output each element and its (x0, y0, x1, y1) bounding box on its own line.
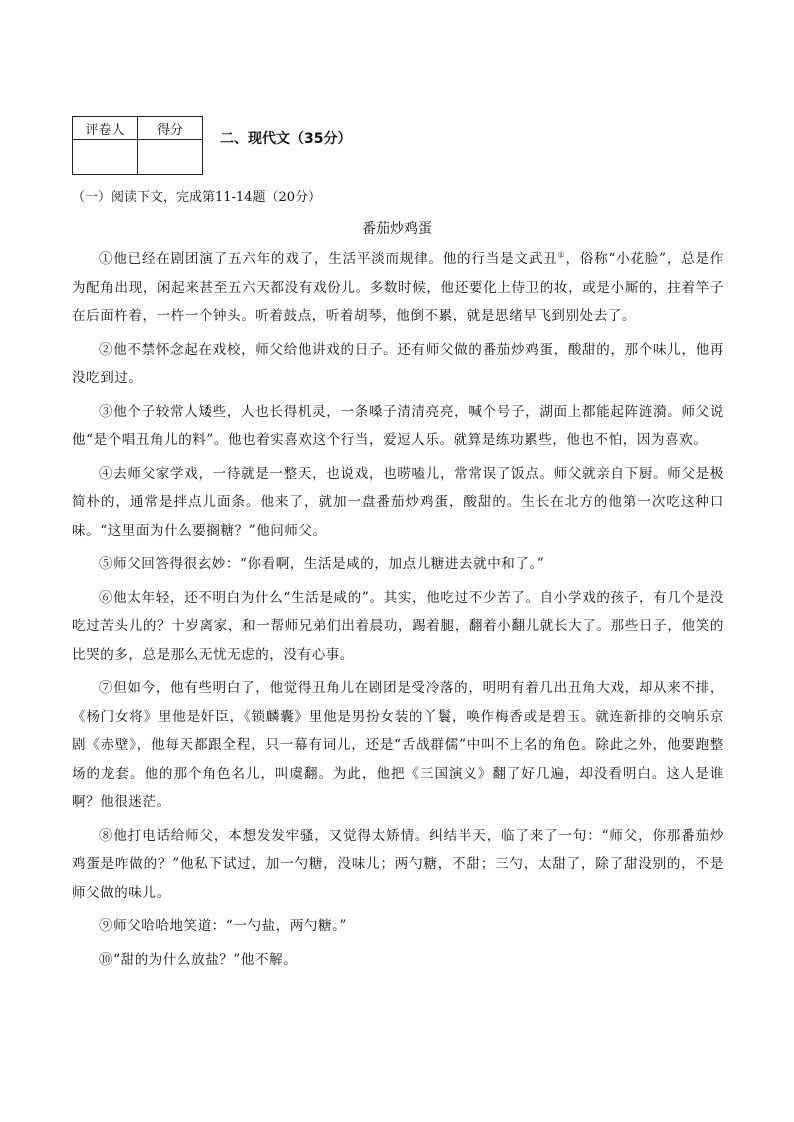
section-title: 二、现代文（35分） (220, 131, 352, 147)
reading-instruction: （一）阅读下文，完成第11-14题（20分） (72, 190, 322, 205)
reviewer-cell (73, 140, 138, 175)
paragraph-7: ⑦但如今，他有些明白了，他觉得丑角儿在剧团是受冷落的，明明有着几出丑角大戏，却从来不排，《杨门女将》里他是奸臣，《锁麟囊》里他是男扮女装的丫鬟，唤作梅香或是碧玉。就连新排的交响乐京剧《赤壁》，他每天都跟全程，只一幕有词儿，还是“舌战群儒”中叫不上名的角色。除此之外，他要跑整场的龙套。他的那个角色名儿，叫虞翻。为此，他把《三国演义》翻了好几遍，却没看明白。这人是谁啊？他很迷茫。 (72, 680, 724, 810)
article-title: 番茄炒鸡蛋 (362, 221, 432, 237)
paragraph-2: ②他不禁怀念起在戏校，师父给他讲戏的日子。还有师父做的番茄炒鸡蛋，酸甜的，那个味儿，他再没吃到过。 (72, 341, 724, 386)
paragraph-9: ⑨师父哈哈地笑道：“一勺盐，两勺糖。” (99, 918, 347, 934)
paragraph-1-text-a: ①他已经在剧团演了五六年的戏了，生活平淡而规律。他的行当是文武丑 (99, 251, 558, 267)
paragraph-4: ④去师父家学戏，一待就是一整天，也说戏，也唠嗑儿，常常误了饭点。师父就亲自下厨。师父是极简朴的，通常是拌点儿面条。他来了，就加一盘番茄炒鸡蛋，酸甜的。生长在北方的他第一次吃这种口味。“这里面为什么要搁糖？”他问师父。 (72, 465, 724, 539)
footnote-mark: ① (557, 250, 566, 260)
score-label: 得分 (138, 117, 203, 140)
paragraph-1 (72, 245, 724, 331)
score-cell (138, 140, 203, 175)
paragraph-3: ③他个子较常人矮些，人也长得机灵，一条嗓子清清亮亮，喊个号子，湖面上都能起阵涟漪。师父说他“是个唱丑角儿的料”。他也着实喜欢这个行当，爱逗人乐。就算是练功累些，他也不怕，因为喜欢。 (72, 403, 724, 448)
paragraph-10: ⑩“甜的为什么放盐？”他不解。 (99, 951, 298, 968)
paragraph-6: ⑥他太年轻，还不明白为什么“生活是咸的”。其实，他吃过不少苦了。自小学戏的孩子，有几个是没吃过苦头儿的？十岁离家，和一帮师兄弟们出着晨功，踢着腿，翻着小翻儿就长大了。那些日子，他笑的比哭的多，总是那么无忧无虑的，没有心事。 (72, 589, 724, 663)
article-body (72, 245, 724, 979)
reviewer-label: 评卷人 (73, 117, 138, 140)
paragraph-5: ⑤师父回答得很玄妙：“你看啊，生活是咸的，加点儿糖进去就中和了。” (99, 556, 545, 572)
paragraph-1-text-b: ，俗称“小花脸”，总是作为配角出现，闲起来甚至五六天都没有戏份儿。多数时候，他还要化上侍卫的妆，或是小厮的，拄着竿子在后面杵着，一杵一个钟头。听着鼓点，听着胡琴，他倒不累，就是思绪早飞到别处去了。 (72, 251, 724, 324)
score-table-blank-row (73, 140, 203, 175)
paragraph-8: ⑧他打电话给师父，本想发发牢骚，又觉得太矫情。纠结半天，临了来了一句：“师父，你那番茄炒鸡蛋是咋做的？”他私下试过，加一勺糖，没味儿；两勺糖，不甜；三勺，太甜了，除了甜没别的，不是师父做的味儿。 (72, 827, 724, 901)
score-table (72, 116, 203, 175)
score-table-header-row (73, 117, 203, 140)
